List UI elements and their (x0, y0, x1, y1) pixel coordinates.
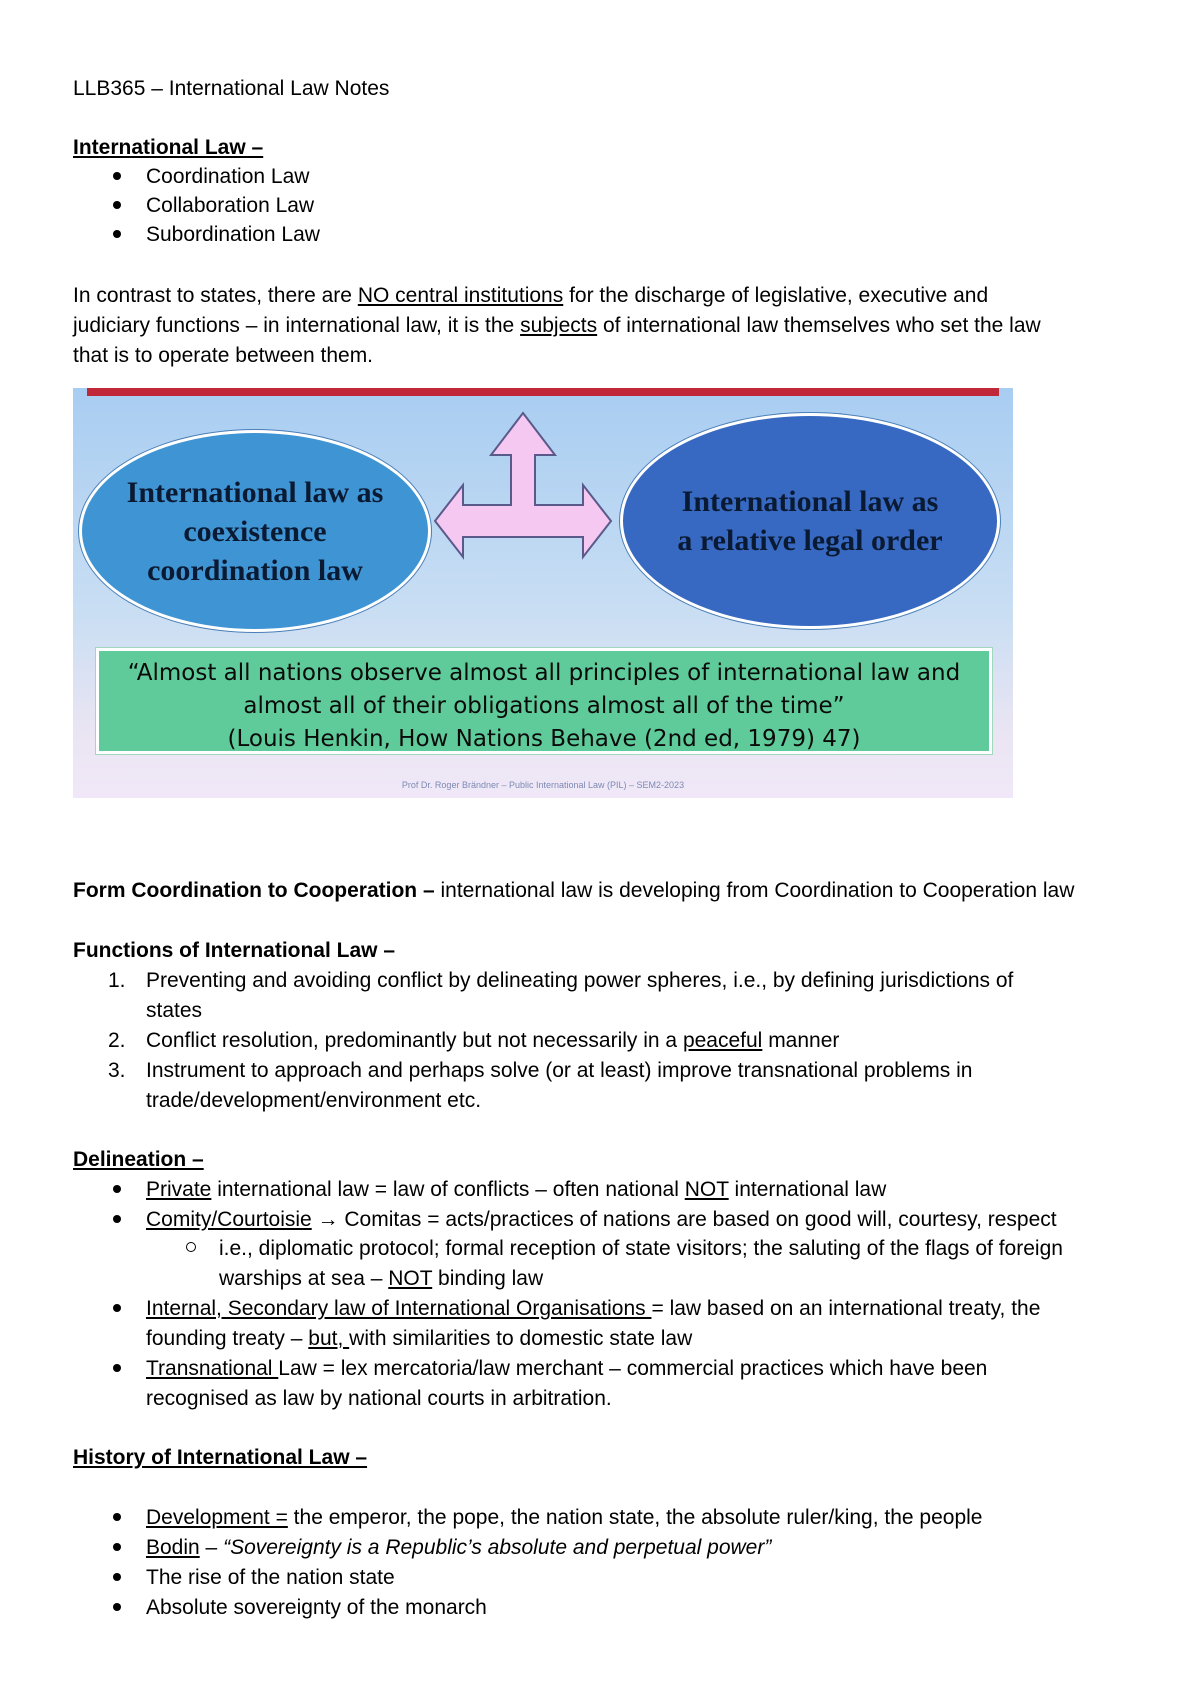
coexistence-ellipse: International law as coexistence coordination law (79, 430, 431, 632)
contrast-paragraph-line-3: that is to operate between them. (73, 344, 374, 367)
contrast-paragraph-line-1: In contrast to states, there are NO central institutions for the discharge of legislative, executive and (73, 284, 989, 307)
bullet-icon (113, 172, 121, 180)
right-arrow-icon: → (311, 1208, 345, 1231)
circle-bullet-icon (186, 1242, 196, 1252)
bullet-icon (113, 1215, 121, 1223)
bullet-icon (113, 1304, 121, 1312)
heading-history: History of International Law – (73, 1446, 368, 1469)
bullet-icon (113, 201, 121, 209)
bullet-icon (113, 1603, 121, 1611)
relative-legal-order-ellipse: International law as a relative legal order (620, 413, 1000, 629)
bullet-icon (113, 1513, 121, 1521)
document-title: LLB365 – International Law Notes (73, 77, 390, 100)
three-way-arrow-icon (433, 410, 613, 580)
bullet-icon (113, 1364, 121, 1372)
bullet-icon (113, 1543, 121, 1551)
heading-international-law: International Law – (73, 136, 264, 159)
bullet-icon (113, 230, 121, 238)
heading-functions: Functions of International Law – (73, 939, 396, 962)
lecture-slide-figure (73, 388, 1013, 798)
henkin-quote-box: “Almost all nations observe almost all principles of international law and almost all of their obligations almost all of the time” (Louis Henkin, How Nations Behave (2nd ed, 1979) 47) (96, 648, 992, 754)
coordination-paragraph: Form Coordination to Cooperation – international law is developing from Coordination to Cooperation law (73, 879, 1075, 902)
slide-footer: Prof Dr. Roger Brändner – Public International Law (PIL) – SEM2-2023 (401, 780, 685, 790)
bullet-icon (113, 1185, 121, 1193)
slide-top-bar (87, 388, 999, 396)
contrast-paragraph-line-2: judiciary functions – in international law, it is the subjects of international law themselves who set the law (73, 314, 1041, 337)
bullet-icon (113, 1573, 121, 1581)
heading-delineation: Delineation – (73, 1148, 204, 1171)
